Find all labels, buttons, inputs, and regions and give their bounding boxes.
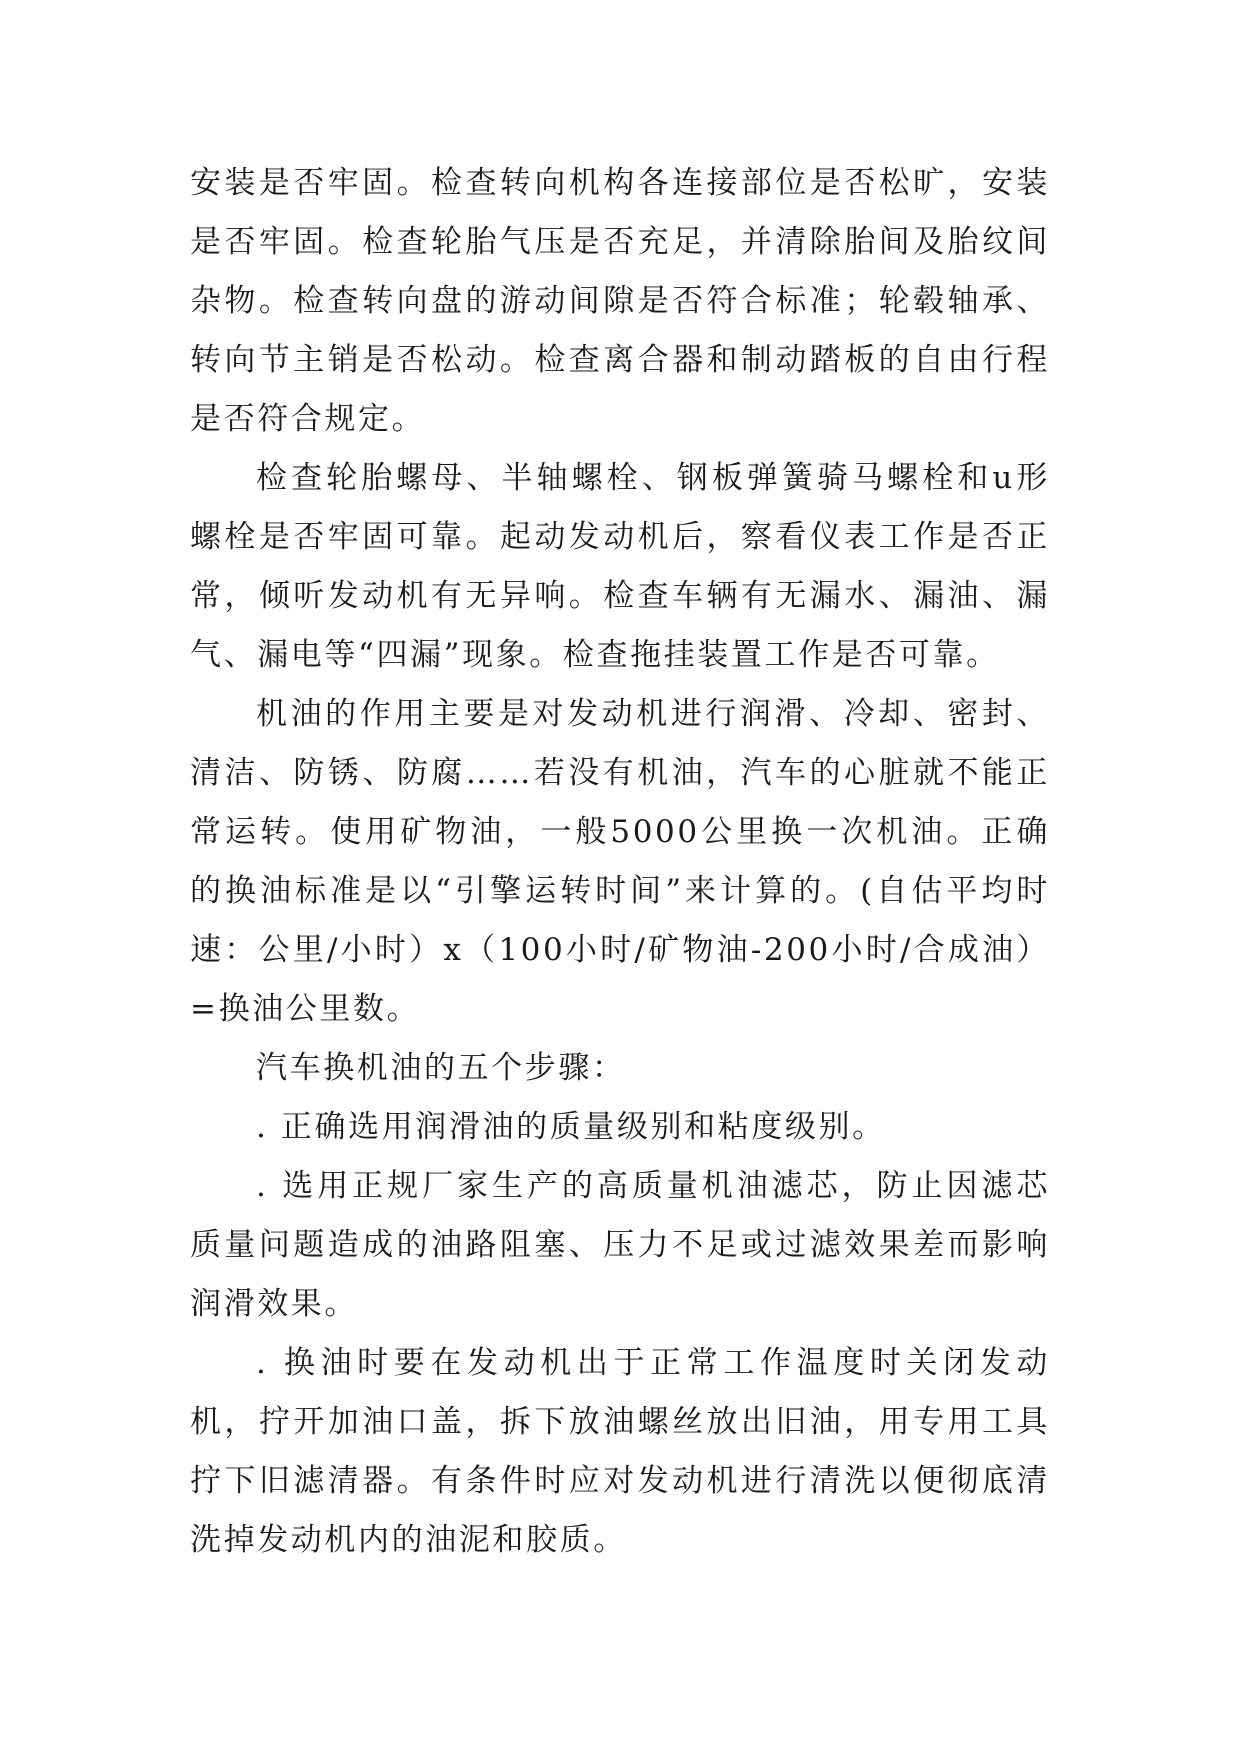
paragraph-3: 机油的作用主要是对发动机进行润滑、冷却、密封、清洁、防锈、防腐……若没有机油，汽车的心脏就不能正常运转。使用矿物油，一般5000公里换一次机油。正确的换油标准是以“引擎运转时间”来计算的。(自估平均时速：公里/小时）x（100小时/矿物油-200小时/合成油）=换油公里数。	[190, 696, 1050, 1027]
document-body	[190, 154, 1050, 1570]
paragraph-6: . 选用正规厂家生产的高质量机油滤芯，防止因滤芯质量问题造成的油路阻塞、压力不足或过滤效果差而影响润滑效果。	[190, 1168, 1050, 1322]
paragraph-1: 安装是否牢固。检查转向机构各连接部位是否松旷，安装是否牢固。检查轮胎气压是否充足，并清除胎间及胎纹间杂物。检查转向盘的游动间隙是否符合标准；轮毂轴承、转向节主销是否松动。检查离合器和制动踏板的自由行程是否符合规定。	[190, 165, 1050, 437]
paragraph-5: . 正确选用润滑油的质量级别和粘度级别。	[256, 1109, 886, 1145]
paragraph-4: 汽车换机油的五个步骤：	[256, 1050, 626, 1086]
paragraph-7: . 换油时要在发动机出于正常工作温度时关闭发动机，拧开加油口盖，拆下放油螺丝放出旧油，用专用工具拧下旧滤清器。有条件时应对发动机进行清洗以便彻底清洗掉发动机内的油泥和胶质。	[190, 1345, 1050, 1558]
paragraph-2: 检查轮胎螺母、半轴螺栓、钢板弹簧骑马螺栓和u形螺栓是否牢固可靠。起动发动机后，察看仪表工作是否正常，倾听发动机有无异响。检查车辆有无漏水、漏油、漏气、漏电等“四漏”现象。检查拖挂装置工作是否可靠。	[190, 460, 1050, 673]
